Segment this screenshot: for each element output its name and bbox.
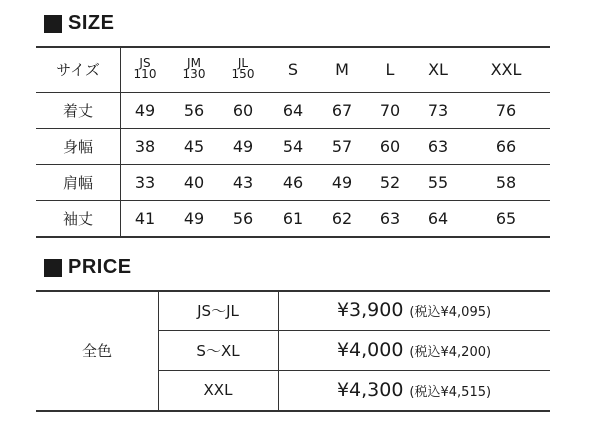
price-table-hline [36, 410, 550, 412]
square-bullet-icon [44, 259, 62, 277]
price-size-range: XXL [203, 381, 233, 399]
size-table-hline [36, 236, 550, 238]
size-height: 130 [182, 67, 206, 81]
price-title-text: PRICE [68, 256, 132, 278]
size-value-cell: 70 [379, 100, 401, 120]
size-value-cell: 63 [379, 208, 401, 228]
size-header-xl [414, 46, 462, 92]
size-value-cell: 38 [134, 136, 156, 156]
price-cell [278, 290, 550, 330]
size-row-label: 身幅 [62, 137, 93, 156]
size-header-js [120, 46, 170, 92]
size-value-cell: 61 [282, 208, 304, 228]
size-section-title [44, 12, 114, 35]
size-value-cell: 49 [331, 172, 353, 192]
size-value-cell: 57 [331, 136, 353, 156]
size-row-label: 肩幅 [62, 173, 93, 192]
price-amount: ¥4,000 [336, 339, 404, 361]
price-size-range: S〜XL [196, 341, 240, 360]
size-header-s [268, 46, 318, 92]
size-code: JS [139, 56, 151, 70]
price-amount: ¥4,300 [336, 379, 404, 401]
price-table [36, 290, 550, 410]
size-value-cell: 46 [282, 172, 304, 192]
size-code: JM [187, 56, 201, 70]
size-code: JL [237, 56, 249, 70]
size-header-label: サイズ [56, 60, 100, 79]
price-tax-included: (税込¥4,200) [409, 344, 492, 360]
size-value-cell: 43 [232, 172, 254, 192]
price-cell [278, 370, 550, 410]
size-value-cell: 33 [134, 172, 156, 192]
size-value-cell: 54 [282, 136, 304, 156]
size-code: XL [428, 59, 448, 79]
size-value-cell: 49 [134, 100, 156, 120]
size-height: 110 [133, 67, 157, 81]
price-tax-included: (税込¥4,515) [409, 384, 492, 400]
size-header-xxl [462, 46, 550, 92]
size-value-cell: 73 [427, 100, 449, 120]
size-value-cell: 62 [331, 208, 353, 228]
price-color-label: 全色 [81, 341, 112, 360]
size-value-cell: 60 [232, 100, 254, 120]
size-value-cell: 41 [134, 208, 156, 228]
square-bullet-icon [44, 15, 62, 33]
size-value-cell: 49 [183, 208, 205, 228]
size-value-cell: 67 [331, 100, 353, 120]
price-size-range: JS〜JL [197, 301, 239, 320]
size-title-text: SIZE [68, 12, 115, 34]
size-table [36, 46, 550, 236]
size-value-cell: 49 [232, 136, 254, 156]
price-cell [278, 330, 550, 370]
size-code: M [335, 59, 349, 79]
size-code: S [287, 59, 299, 79]
size-value-cell: 63 [427, 136, 449, 156]
size-value-cell: 64 [427, 208, 449, 228]
price-section-title [44, 256, 132, 279]
size-value-cell: 76 [495, 100, 517, 120]
price-amount: ¥3,900 [336, 299, 404, 321]
size-value-cell: 56 [232, 208, 254, 228]
size-value-cell: 52 [379, 172, 401, 192]
size-height: 150 [231, 67, 255, 81]
size-value-cell: 58 [495, 172, 517, 192]
size-header-jm [170, 46, 218, 92]
size-header-jl [218, 46, 268, 92]
size-code: L [385, 59, 395, 79]
size-value-cell: 56 [183, 100, 205, 120]
size-value-cell: 40 [183, 172, 205, 192]
price-tax-included: (税込¥4,095) [409, 304, 492, 320]
size-row-label: 着丈 [62, 101, 93, 120]
size-code: XXL [490, 59, 522, 79]
size-value-cell: 55 [427, 172, 449, 192]
size-value-cell: 60 [379, 136, 401, 156]
size-value-cell: 45 [183, 136, 205, 156]
size-header-m [318, 46, 366, 92]
size-header-l [366, 46, 414, 92]
size-value-cell: 64 [282, 100, 304, 120]
size-row-label: 袖丈 [62, 209, 93, 228]
size-value-cell: 65 [495, 208, 517, 228]
size-value-cell: 66 [495, 136, 517, 156]
